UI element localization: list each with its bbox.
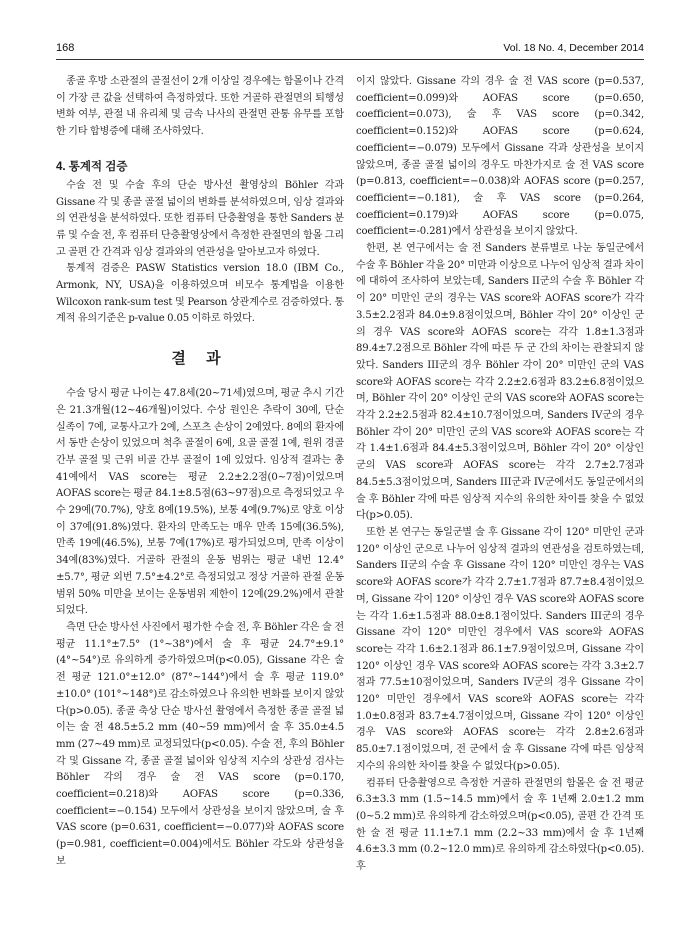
header-rule — [56, 59, 644, 60]
paragraph: 한편, 본 연구에서는 술 전 Sanders 분류별로 나눈 동일군에서 수술 후 Böhler 각을 20° 미만과 이상으로 나누어 임상적 결과 차이에 대하여 조사하여 보았는데, Sanders II군의 수술 후 Böhler 각이 20° 미만인 군의 경우는 VAS score와 AOFAS score가 각각 3.5±2.2점과 84.0±9.8점이었으며, Böhler 각이 20° 이상인 군의 경우 VAS score와 AOFAS score는 각각 1.8±1.3점과 89.4±7.2점으로 Böhler 각에 따른 두 군 간의 차이는 관찰되지 않았다. Sanders III군의 경우 Böhler 각이 20° 미만인 군의 VAS score와 AOFAS score는 각각 2.2±2.6점과 83.2±6.8점이었으며, Böhler 각이 20° 이상인 군의 VAS score와 AOFAS score는 각각 2.2±2.5점과 82.4±10.7점이었으며, Sanders IV군의 경우 Böhler 각이 20° 미만인 군의 VAS score와 AOFAS score는 각각 1.4±1.6점과 84.4±5.3점이었으며, Böhler 각이 20° 이상인 군의 VAS score과 AOFAS score는 각각 2.7±2.7점과 84.5±5.3점이었으며, Sanders III군과 IV군에서도 동일군에서의 술 후 Böhler 각에 따른 임상적 지수의 유의한 차이를 찾을 수 없었다(p>0.05). — [356, 243, 644, 522]
journal-info: Vol. 18 No. 4, December 2014 — [503, 42, 644, 54]
page-number: 168 — [56, 42, 75, 54]
paragraph: 수술 전 및 수술 후의 단순 방사선 촬영상의 Böhler 각과 Gissane 각 및 종골 골절 넓이의 변화를 분석하였으며, 임상 결과와의 연관성을 분석하였다. 또한 컴퓨터 단층촬영을 통한 Sanders 분류 및 수술 전, 후 컴퓨터 단층촬영상에서 측정한 관절면의 함몰 그리고 골편 간 간격과 임상 결과와의 연관성을 알아보고자 하였다. — [56, 179, 344, 258]
paragraph: 이지 않았다. Gissane 각의 경우 술 전 VAS score (p=0.537, coefficient=0.099)와 AOFAS score (p=0.650, coefficient=0.073), 술 후 VAS score (p=0.342, coefficient=0.152)와 AOFAS score (p=0.624, coefficient=−0.079) 모두에서 Gissane 각과 상관성을 보이지 않았으며, 종골 골절 넓이의 경우도 마찬가지로 술 전 VAS score (p=0.813, coefficient=−0.038)와 AOFAS score (p=0.257, coefficient=−0.181), 술 후 VAS score (p=0.264, coefficient=0.179)와 AOFAS score (p=0.075, coefficient=-0.281)에서 상관성을 보이지 않았다. — [356, 76, 644, 238]
left-column — [56, 74, 344, 871]
section-heading-results: 결 과 — [171, 350, 229, 368]
right-column — [356, 74, 644, 876]
section-heading-statistics: 4. 통계적 검증 — [56, 160, 128, 173]
paragraph: 측면 단순 방사선 사진에서 평가한 수술 전, 후 Böhler 각은 술 전 평균 11.1°±7.5° (1°~38°)에서 술 후 평균 24.7°±9.1° (4°~54°)로 유의하게 증가하였으며(p<0.05), Gissane 각은 술 전 평균 121.0°±12.0° (87°~144°)에서 술 후 평균 119.0°±10.0° (101°~148°)로 감소하였으나 유의한 변화를 보이지 않았다(p>0.05). 종골 축상 단순 방사선 촬영에서 측정한 종골 골절 넓이는 술 전 48.5±5.2 mm (40~59 mm)에서 술 후 35.0±4.5 mm (27~49 mm)로 교정되었다(p<0.05). 수술 전, 후의 Böhler 각 및 Gissane 각, 종골 골절 넓이와 임상적 지수의 상관성 검사는 Böhler 각의 경우 술 전 VAS score (p=0.170, coefficient=0.218)와 AOFAS score (p=0.336, coefficient=−0.154) 모두에서 상관성을 보이지 않았으며, 술 후 VAS score (p=0.631, coefficient=−0.077)와 AOFAS score (p=0.981, coefficient=0.004)에서도 Böhler 각도와 상관성을 보 — [56, 621, 344, 867]
paragraph: 종골 후방 소관절의 골절선이 2개 이상일 경우에는 함몰이나 간격이 가장 큰 값을 선택하여 측정하였다. 또한 거골하 관절면의 퇴행성 변화 여부, 관절 내 유리체 및 금속 나사의 관절면 관통 유무를 포함한 기타 합병증에 대해 조사하였다. — [56, 76, 344, 138]
page-header — [0, 0, 700, 60]
paragraph: 수술 당시 평균 나이는 47.8세(20~71세)였으며, 평균 추시 기간은 21.3개월(12~46개월)이었다. 수상 원인은 추락이 30예, 단순 실족이 7예, 교통사고가 2예, 스포츠 손상이 2예였다. 8예의 환자에서 동반 손상이 있었으며 척추 골절이 6예, 요골 골절 1예, 원위 경골 간부 골절 및 근위 비골 간부 골절이 1예 있었다. 임상적 결과는 총 41예에서 VAS score는 평균 2.2±2.2점(0~7점)이었으며 AOFAS score는 평균 84.1±8.5점(63~97점)으로 측정되었고 우수 29예(70.7%), 양호 8예(19.5%), 보통 4예(9.7%)로 양호 이상이 37예(91.8%)였다. 환자의 만족도는 매우 만족 15예(36.5%), 만족 19예(46.5%), 보통 7예(17%)로 평가되었으며, 만족 이상이 34예(83%)였다. 거골하 관절의 운동 범위는 평균 내번 12.4°±5.7°, 평균 외번 7.5°±4.2°로 측정되었고 정상 거골하 관절 운동 범위 50% 미만을 보이는 운동범위 제한이 12예(29.2%)에서 관찰되었다. — [56, 388, 344, 617]
paragraph: 컴퓨터 단층촬영으로 측정한 거골하 관절면의 함몰은 술 전 평균 6.3±3.3 mm (1.5~14.5 mm)에서 술 후 1년째 2.0±1.2 mm (0~5.2 mm)로 유의하게 감소하였으며(p<0.05), 골편 간 간격 또한 술 전 평균 11.1±7.1 mm (2.2~33 mm)에서 술 후 1년째 4.6±3.3 mm (0.2~12.0 mm)로 유의하게 감소하였다(p<0.05). 후 — [356, 777, 644, 873]
paragraph: 통계적 검증은 PASW Statistics version 18.0 (IBM Co., Armonk, NY, USA)을 이용하였으며 비모수 통계법을 이용한 Wilcoxon rank-sum test 및 Pearson 상관계수로 검증하였다. 통계적 유의기준은 p-value 0.05 이하로 하였다. — [56, 263, 344, 325]
paragraph: 또한 본 연구는 동일군별 술 후 Gissane 각이 120° 미만인 군과 120° 이상인 군으로 나누어 임상적 결과의 연관성을 검토하였는데, Sanders II군의 수술 후 Gissane 각이 120° 미만인 경우는 VAS score와 AOFAS score가 각각 2.7±1.7점과 87.7±8.4점이었으며, Gissane 각이 120° 이상인 경우 VAS score와 AOFAS score는 각각 1.6±1.5점과 88.0±8.1점이었다. Sanders III군의 경우 Gissane 각이 120° 미만인 경우에서 VAS score와 AOFAS score는 각각 1.6±2.1점과 86.1±7.9점이었으며, Gissane 각이 120° 이상인 경우 VAS score와 AOFAS score는 각각 3.3±2.7점과 77.5±10점이었으며, Sanders IV군의 경우 Gissane 각이 120° 미만인 경우에서 VAS score와 AOFAS score는 각각 1.0±0.8점과 83.7±4.7점이었으며, Gissane 각이 120° 이상인 경우 VAS score와 AOFAS score는 각각 2.8±2.6점과 85.0±7.1점이었으며, 전 군에서 술 후 Gissane 각에 따른 임상적 지수의 유의한 차이를 찾을 수 없었다(p>0.05). — [356, 526, 644, 772]
